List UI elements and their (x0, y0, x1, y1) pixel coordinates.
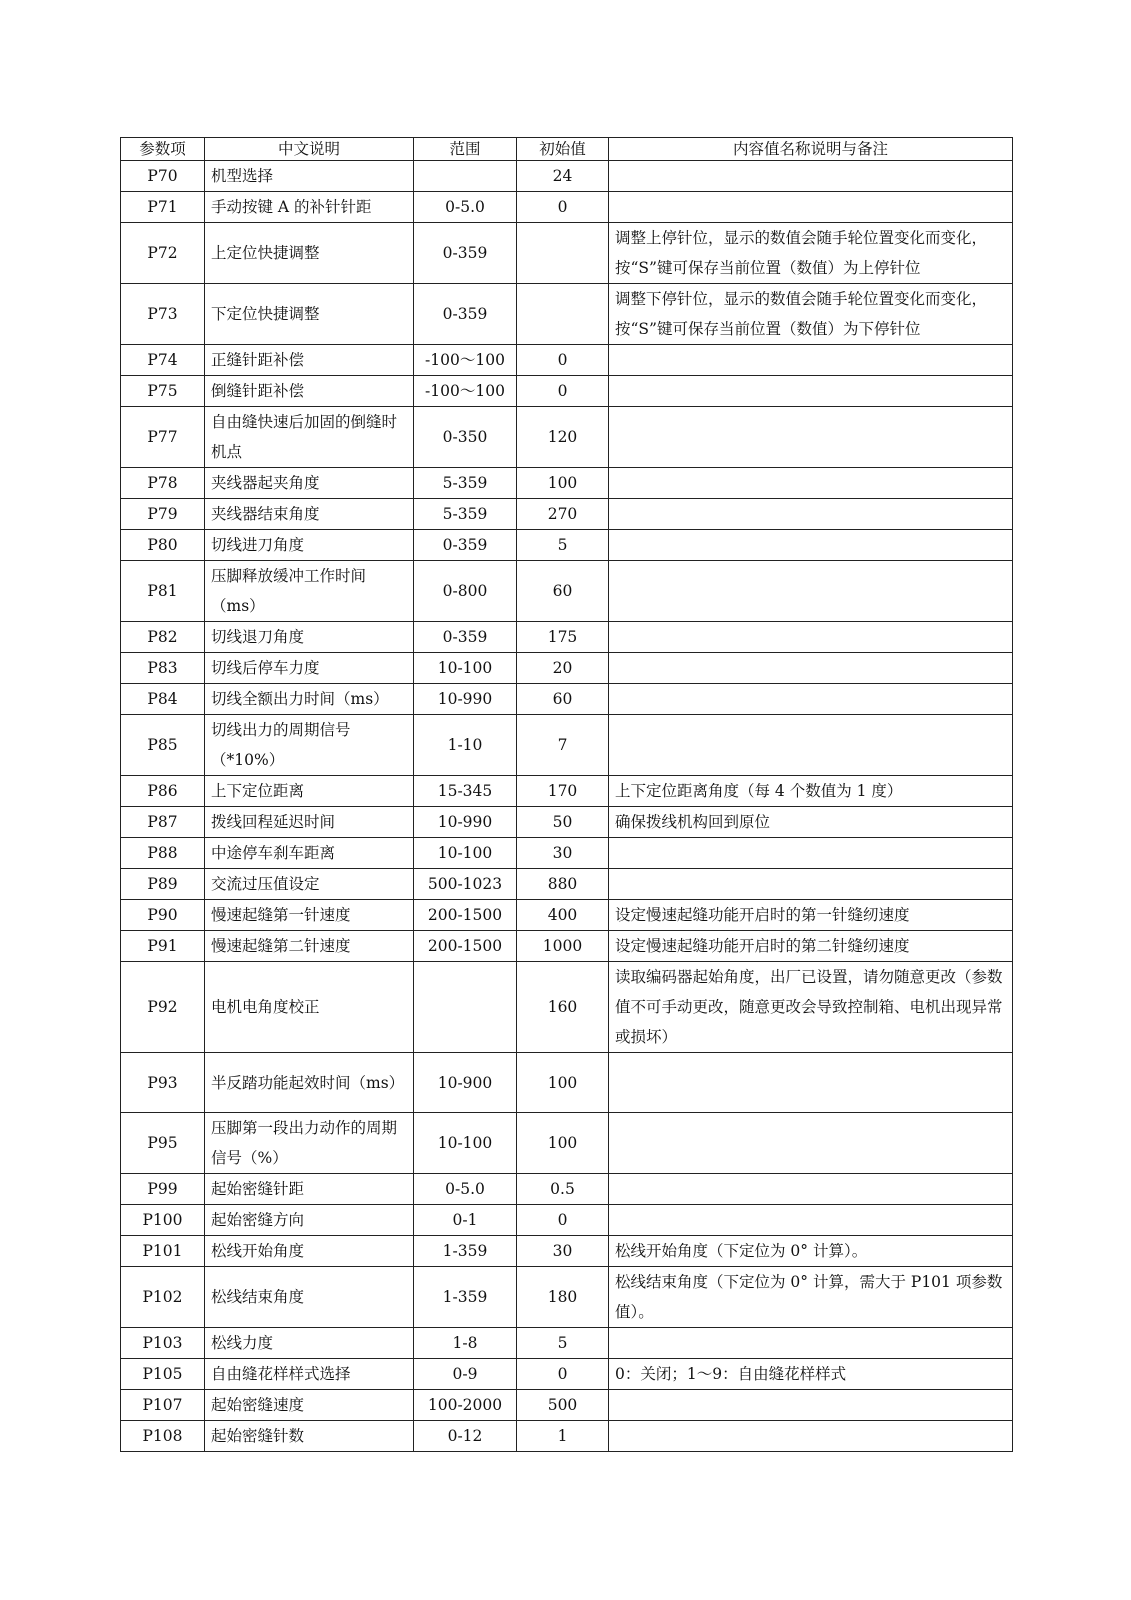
cell-description: 半反踏功能起效时间（ms） (205, 1053, 414, 1113)
table-row (121, 1236, 1013, 1267)
cell-initial-value: 170 (517, 776, 609, 807)
cell-param-code: P89 (121, 869, 205, 900)
header-range: 范围 (414, 138, 517, 161)
cell-range: 10-900 (414, 1053, 517, 1113)
cell-range: 1-8 (414, 1328, 517, 1359)
table-row (121, 561, 1013, 622)
cell-notes (609, 715, 1013, 776)
table-row (121, 900, 1013, 931)
cell-param-code: P79 (121, 499, 205, 530)
cell-description: 上定位快捷调整 (205, 223, 414, 284)
cell-description: 倒缝针距补偿 (205, 376, 414, 407)
cell-param-code: P88 (121, 838, 205, 869)
header-notes: 内容值名称说明与备注 (609, 138, 1013, 161)
cell-description: 慢速起缝第二针速度 (205, 931, 414, 962)
table-row (121, 1205, 1013, 1236)
cell-notes: 设定慢速起缝功能开启时的第二针缝纫速度 (609, 931, 1013, 962)
cell-description: 起始密缝针数 (205, 1421, 414, 1452)
cell-range: 0-9 (414, 1359, 517, 1390)
cell-initial-value: 175 (517, 622, 609, 653)
cell-notes: 确保拨线机构回到原位 (609, 807, 1013, 838)
cell-description: 电机电角度校正 (205, 962, 414, 1053)
cell-range: 5-359 (414, 499, 517, 530)
table-row (121, 1421, 1013, 1452)
cell-notes (609, 653, 1013, 684)
cell-initial-value: 0 (517, 1359, 609, 1390)
table-row (121, 1113, 1013, 1174)
cell-description: 松线结束角度 (205, 1267, 414, 1328)
parameter-page (120, 137, 1012, 1452)
cell-param-code: P101 (121, 1236, 205, 1267)
table-row (121, 869, 1013, 900)
cell-notes: 松线开始角度（下定位为 0° 计算）。 (609, 1236, 1013, 1267)
cell-notes: 调整下停针位，显示的数值会随手轮位置变化而变化，按“S”键可保存当前位置（数值）为下停针位 (609, 284, 1013, 345)
cell-range: 200-1500 (414, 931, 517, 962)
table-row (121, 468, 1013, 499)
cell-initial-value: 880 (517, 869, 609, 900)
cell-initial-value: 0 (517, 376, 609, 407)
cell-description: 上下定位距离 (205, 776, 414, 807)
table-row (121, 376, 1013, 407)
cell-notes (609, 1328, 1013, 1359)
cell-param-code: P74 (121, 345, 205, 376)
cell-description: 自由缝快速后加固的倒缝时机点 (205, 407, 414, 468)
cell-param-code: P78 (121, 468, 205, 499)
cell-notes (609, 838, 1013, 869)
cell-param-code: P100 (121, 1205, 205, 1236)
table-row (121, 776, 1013, 807)
cell-description: 慢速起缝第一针速度 (205, 900, 414, 931)
cell-description: 起始密缝速度 (205, 1390, 414, 1421)
cell-param-code: P85 (121, 715, 205, 776)
cell-notes (609, 192, 1013, 223)
cell-description: 切线后停车力度 (205, 653, 414, 684)
table-row (121, 284, 1013, 345)
cell-initial-value: 0.5 (517, 1174, 609, 1205)
cell-param-code: P73 (121, 284, 205, 345)
cell-range: 500-1023 (414, 869, 517, 900)
table-row (121, 838, 1013, 869)
cell-param-code: P91 (121, 931, 205, 962)
cell-param-code: P84 (121, 684, 205, 715)
cell-description: 交流过压值设定 (205, 869, 414, 900)
cell-initial-value: 0 (517, 1205, 609, 1236)
table-row (121, 345, 1013, 376)
cell-notes: 0：关闭；1～9：自由缝花样样式 (609, 1359, 1013, 1390)
cell-initial-value: 1000 (517, 931, 609, 962)
cell-initial-value: 24 (517, 161, 609, 192)
table-row (121, 407, 1013, 468)
cell-description: 夹线器结束角度 (205, 499, 414, 530)
cell-range: 10-990 (414, 807, 517, 838)
cell-notes (609, 1205, 1013, 1236)
cell-range: -100～100 (414, 345, 517, 376)
cell-initial-value: 0 (517, 345, 609, 376)
cell-param-code: P95 (121, 1113, 205, 1174)
cell-range: 15-345 (414, 776, 517, 807)
cell-notes: 设定慢速起缝功能开启时的第一针缝纫速度 (609, 900, 1013, 931)
cell-initial-value: 60 (517, 684, 609, 715)
cell-range: 10-990 (414, 684, 517, 715)
cell-description: 拨线回程延迟时间 (205, 807, 414, 838)
cell-range: 200-1500 (414, 900, 517, 931)
cell-description: 切线出力的周期信号（*10%） (205, 715, 414, 776)
cell-param-code: P75 (121, 376, 205, 407)
cell-notes (609, 345, 1013, 376)
cell-range: 0-1 (414, 1205, 517, 1236)
table-row (121, 962, 1013, 1053)
cell-initial-value (517, 284, 609, 345)
table-row (121, 1390, 1013, 1421)
cell-range: 0-12 (414, 1421, 517, 1452)
cell-param-code: P93 (121, 1053, 205, 1113)
cell-notes (609, 499, 1013, 530)
cell-description: 中途停车刹车距离 (205, 838, 414, 869)
cell-initial-value: 5 (517, 1328, 609, 1359)
cell-param-code: P99 (121, 1174, 205, 1205)
table-row (121, 1359, 1013, 1390)
table-row (121, 622, 1013, 653)
cell-param-code: P83 (121, 653, 205, 684)
cell-notes (609, 561, 1013, 622)
cell-param-code: P77 (121, 407, 205, 468)
cell-range: 1-359 (414, 1267, 517, 1328)
cell-notes: 上下定位距离角度（每 4 个数值为 1 度） (609, 776, 1013, 807)
cell-param-code: P108 (121, 1421, 205, 1452)
cell-range: 100-2000 (414, 1390, 517, 1421)
header-initial-value: 初始值 (517, 138, 609, 161)
cell-range: 0-359 (414, 622, 517, 653)
table-row (121, 715, 1013, 776)
cell-param-code: P71 (121, 192, 205, 223)
cell-range: 0-5.0 (414, 1174, 517, 1205)
cell-notes (609, 1174, 1013, 1205)
cell-notes (609, 161, 1013, 192)
cell-description: 松线开始角度 (205, 1236, 414, 1267)
cell-description: 手动按键 A 的补针针距 (205, 192, 414, 223)
header-code: 参数项 (121, 138, 205, 161)
cell-initial-value: 100 (517, 468, 609, 499)
cell-description: 机型选择 (205, 161, 414, 192)
cell-param-code: P92 (121, 962, 205, 1053)
parameter-table (120, 137, 1013, 1452)
cell-description: 自由缝花样样式选择 (205, 1359, 414, 1390)
table-row (121, 931, 1013, 962)
cell-param-code: P105 (121, 1359, 205, 1390)
cell-initial-value: 400 (517, 900, 609, 931)
cell-notes (609, 407, 1013, 468)
cell-range: 10-100 (414, 653, 517, 684)
cell-notes (609, 530, 1013, 561)
cell-range: 0-359 (414, 284, 517, 345)
cell-description: 切线退刀角度 (205, 622, 414, 653)
cell-range: 1-10 (414, 715, 517, 776)
table-header-row (121, 138, 1013, 161)
cell-param-code: P81 (121, 561, 205, 622)
cell-description: 下定位快捷调整 (205, 284, 414, 345)
cell-param-code: P86 (121, 776, 205, 807)
cell-param-code: P87 (121, 807, 205, 838)
table-row (121, 499, 1013, 530)
table-row (121, 684, 1013, 715)
cell-description: 起始密缝针距 (205, 1174, 414, 1205)
cell-notes (609, 1113, 1013, 1174)
table-row (121, 807, 1013, 838)
cell-initial-value: 160 (517, 962, 609, 1053)
cell-param-code: P107 (121, 1390, 205, 1421)
cell-range: 0-5.0 (414, 192, 517, 223)
cell-range: 0-800 (414, 561, 517, 622)
cell-range: 0-359 (414, 530, 517, 561)
cell-initial-value: 5 (517, 530, 609, 561)
cell-param-code: P80 (121, 530, 205, 561)
table-row (121, 530, 1013, 561)
cell-notes (609, 622, 1013, 653)
cell-param-code: P103 (121, 1328, 205, 1359)
cell-initial-value: 270 (517, 499, 609, 530)
cell-range: 0-359 (414, 223, 517, 284)
cell-description: 起始密缝方向 (205, 1205, 414, 1236)
table-body (121, 161, 1013, 1452)
cell-notes: 读取编码器起始角度，出厂已设置，请勿随意更改（参数值不可手动更改，随意更改会导致控制箱、电机出现异常或损坏） (609, 962, 1013, 1053)
cell-range: 5-359 (414, 468, 517, 499)
table-row (121, 1174, 1013, 1205)
cell-param-code: P90 (121, 900, 205, 931)
cell-initial-value: 100 (517, 1113, 609, 1174)
cell-initial-value: 180 (517, 1267, 609, 1328)
cell-initial-value: 50 (517, 807, 609, 838)
cell-initial-value: 30 (517, 1236, 609, 1267)
cell-initial-value: 120 (517, 407, 609, 468)
cell-description: 切线进刀角度 (205, 530, 414, 561)
header-description: 中文说明 (205, 138, 414, 161)
cell-param-code: P70 (121, 161, 205, 192)
cell-notes: 调整上停针位，显示的数值会随手轮位置变化而变化，按“S”键可保存当前位置（数值）为上停针位 (609, 223, 1013, 284)
cell-notes (609, 376, 1013, 407)
cell-initial-value: 0 (517, 192, 609, 223)
cell-initial-value: 60 (517, 561, 609, 622)
cell-initial-value: 7 (517, 715, 609, 776)
cell-notes (609, 684, 1013, 715)
table-row (121, 1053, 1013, 1113)
cell-initial-value: 500 (517, 1390, 609, 1421)
cell-description: 松线力度 (205, 1328, 414, 1359)
table-row (121, 1267, 1013, 1328)
cell-initial-value: 1 (517, 1421, 609, 1452)
table-row (121, 1328, 1013, 1359)
cell-range: 10-100 (414, 1113, 517, 1174)
cell-initial-value (517, 223, 609, 284)
cell-notes: 松线结束角度（下定位为 0° 计算，需大于 P101 项参数值）。 (609, 1267, 1013, 1328)
cell-range: 10-100 (414, 838, 517, 869)
cell-description: 夹线器起夹角度 (205, 468, 414, 499)
cell-initial-value: 100 (517, 1053, 609, 1113)
cell-range (414, 962, 517, 1053)
cell-range: 0-350 (414, 407, 517, 468)
cell-notes (609, 1053, 1013, 1113)
cell-notes (609, 1421, 1013, 1452)
table-row (121, 653, 1013, 684)
cell-description: 压脚第一段出力动作的周期信号（%） (205, 1113, 414, 1174)
cell-description: 切线全额出力时间（ms） (205, 684, 414, 715)
cell-notes (609, 869, 1013, 900)
table-row (121, 161, 1013, 192)
cell-initial-value: 20 (517, 653, 609, 684)
cell-param-code: P72 (121, 223, 205, 284)
table-row (121, 223, 1013, 284)
cell-notes (609, 1390, 1013, 1421)
cell-param-code: P102 (121, 1267, 205, 1328)
cell-range: 1-359 (414, 1236, 517, 1267)
cell-param-code: P82 (121, 622, 205, 653)
cell-description: 正缝针距补偿 (205, 345, 414, 376)
table-row (121, 192, 1013, 223)
cell-range (414, 161, 517, 192)
cell-range: -100～100 (414, 376, 517, 407)
cell-notes (609, 468, 1013, 499)
cell-description: 压脚释放缓冲工作时间（ms） (205, 561, 414, 622)
cell-initial-value: 30 (517, 838, 609, 869)
